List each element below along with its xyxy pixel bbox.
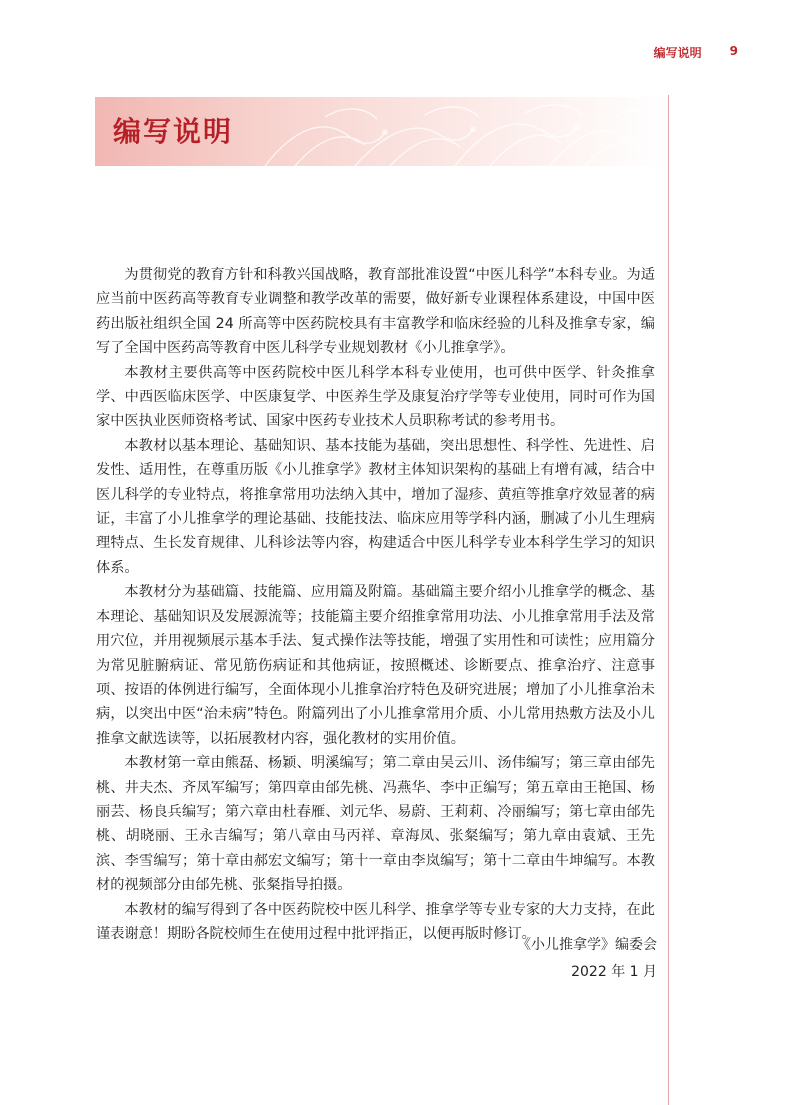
margin-rule [668, 95, 669, 1105]
chapter-banner [95, 97, 667, 166]
signature-date: 2022 年 1 月 [571, 964, 657, 980]
signature-block [517, 932, 657, 986]
paragraph: 为贯彻党的教育方针和科教兴国战略，教育部批准设置“中医儿科学”本科专业。为适应当前中医药高等教育专业调整和教学改革的需要，做好新专业课程体系建设，中国中医药出版社组织全国 24 所高等中医药院校具有丰富教学和临床经验的儿科及推拿专家，编写了全国中医药高等教育中医儿科学专业规划教材《小儿推拿学》。 [96, 267, 655, 357]
committee-name: 《小儿推拿学》编委会 [517, 937, 657, 953]
paragraph: 本教材第一章由熊磊、杨颖、明溪编写；第二章由吴云川、汤伟编写；第三章由邰先桃、井夫杰、齐凤军编写；第四章由邰先桃、冯燕华、李中正编写；第五章由王艳国、杨丽芸、杨良兵编写；第六章由杜春雁、刘元华、易蔚、王莉莉、冷丽编写；第七章由邰先桃、胡晓丽、王永吉编写；第八章由马丙祥、章海凤、张粲编写；第九章由袁斌、王先滨、李雪编写；第十章由郝宏文编写；第十一章由李岚编写；第十二章由牛坤编写。本教材的视频部分由邰先桃、张粲指导拍摄。 [96, 755, 655, 894]
running-header-section: 编写说明 [653, 46, 702, 60]
paragraph: 本教材主要供高等中医药院校中医儿科学本科专业使用，也可供中医学、针灸推拿学、中西医临床医学、中医康复学、中医养生学及康复治疗学等专业使用，同时可作为国家中医执业医师资格考试、国家中医药专业技术人员职称考试的参考用书。 [96, 364, 655, 430]
paragraph: 本教材分为基础篇、技能篇、应用篇及附篇。基础篇主要介绍小儿推拿学的概念、基本理论、基础知识及发展源流等；技能篇主要介绍推拿常用功法、小儿推拿常用手法及常用穴位，并用视频展示基本手法、复式操作法等技能，增强了实用性和可读性；应用篇分为常见脏腑病证、常见筋伤病证和其他病证，按照概述、诊断要点、推拿治疗、注意事项、按语的体例进行编写，全面体现小儿推拿治疗特色及研究进展；增加了小儿推拿治未病，以突出中医“治未病”特色。附篇列出了小儿推拿常用介质、小儿常用热敷方法及小儿推拿文献选读等，以拓展教材内容，强化教材的实用价值。 [96, 584, 655, 747]
page-title: 编写说明 [113, 115, 234, 148]
paragraph: 本教材以基本理论、基础知识、基本技能为基础，突出思想性、科学性、先进性、启发性、适用性，在尊重历版《小儿推拿学》教材主体知识架构的基础上有增有减，结合中医儿科学的专业特点，将推拿常用功法纳入其中，增加了湿疹、黄疸等推拿疗效显著的病证，丰富了小儿推拿学的理论基础、技能技法、临床应用等学科内涵，删减了小儿生理病理特点、生长发育规律、儿科诊法等内容，构建适合中医儿科学专业本科学生学习的知识体系。 [96, 437, 655, 576]
running-header [654, 44, 738, 61]
body-text [96, 263, 655, 946]
page-number: 9 [729, 44, 738, 58]
paragraph: 本教材的编写得到了各中医药院校中医儿科学、推拿学等专业专家的大力支持，在此谨表谢意！期盼各院校师生在使用过程中批评指正，以便再版时修订。 [96, 901, 655, 942]
